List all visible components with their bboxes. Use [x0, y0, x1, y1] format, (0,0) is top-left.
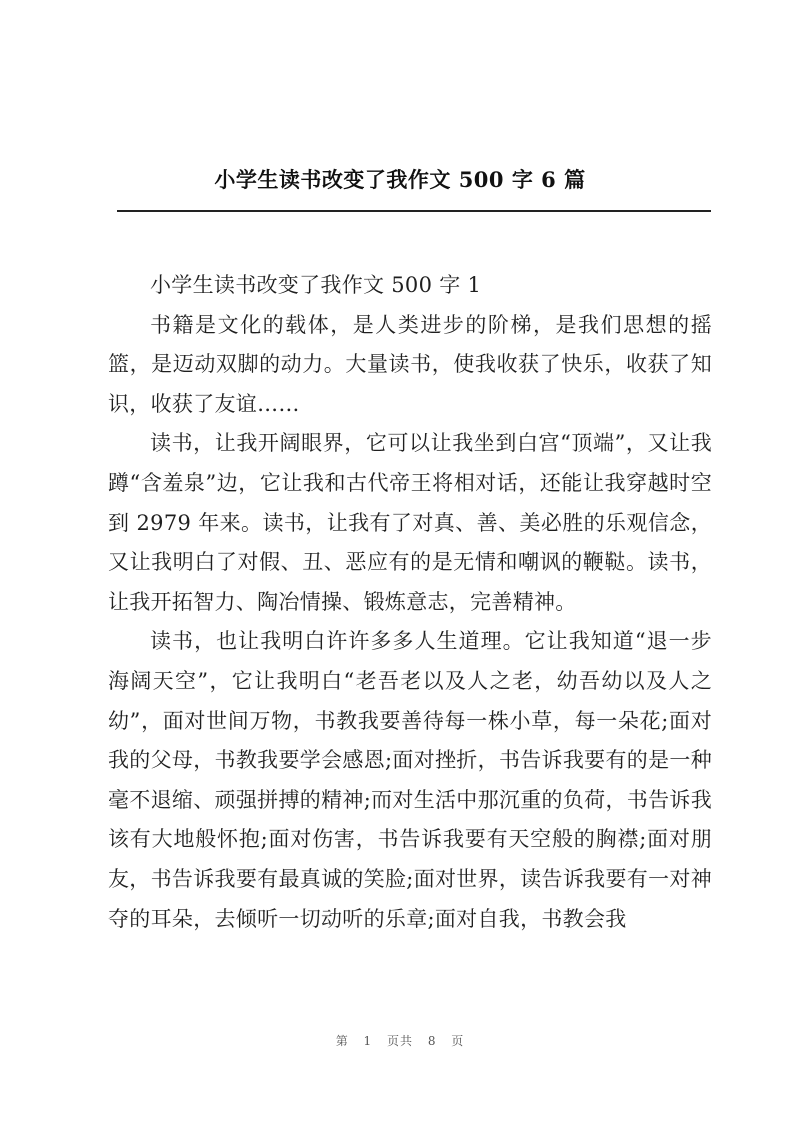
page-footer: 第 1 页共 8 页 — [335, 1034, 465, 1048]
title-divider — [117, 210, 711, 212]
body-paragraph: 读书，也让我明白许许多多人生道理。它让我知道“退一步海阔天空”，它让我明白“老吾老以及人之老，幼吾幼以及人之幼”，面对世间万物，书教我要善待每一株小草，每一朵花;面对我的父母，书教我要学会感恩;面对挫折，书告诉我要有的是一种毫不退缩、顽强拼搏的精神;而对生活中那沉重的负荷，书告诉我该有大地般怀抱;面对伤害，书告诉我要有天空般的胸襟;面对朋友，书告诉我要有最真诚的笑脸;面对世界，读告诉我要有一对神夺的耳朵，去倾听一切动听的乐章;面对自我，书教会我 — [108, 629, 712, 931]
body-paragraph: 读书，让我开阔眼界，它可以让我坐到白宫“顶端”，又让我蹲“含羞泉”边，它让我和古代帝王将相对话，还能让我穿越时空到 2979 年来。读书，让我有了对真、善、美必胜的乐观信念，又让我明白了对假、丑、恶应有的是无情和嘲讽的鞭鞑。读书，让我开拓智力、陶冶情操、锻炼意志，完善精神。 — [108, 431, 712, 614]
document-title: 小学生读书改变了我作文 500 字 6 篇 — [214, 167, 586, 192]
document-body — [108, 266, 712, 939]
body-paragraph: 书籍是文化的载体，是人类进步的阶梯，是我们思想的摇篮，是迈动双脚的动力。大量读书，使我收获了快乐，收获了知识，收获了友谊…… — [108, 312, 712, 416]
section-heading: 小学生读书改变了我作文 500 字 1 — [150, 273, 482, 297]
